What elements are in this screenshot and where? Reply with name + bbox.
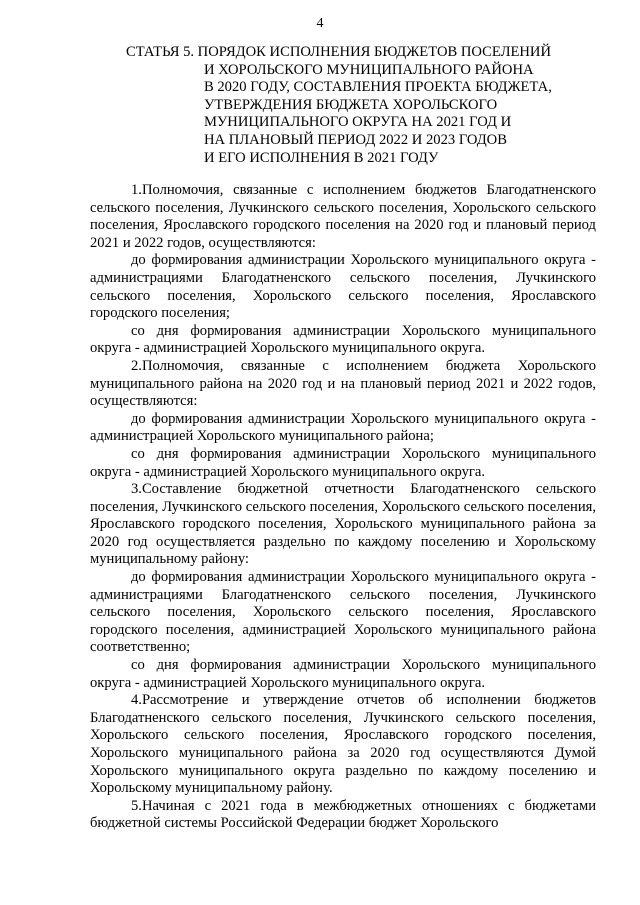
paragraph-2: 2.Полномочия, связанные с исполнением бюджета Хорольского муниципального района на 2020 год и на плановый период 2021 и 2022 годов, осуществляются: (90, 357, 596, 410)
paragraph-3: 3.Составление бюджетной отчетности Благодатненского сельского поселения, Лучкинского сельского поселения, Хорольского сельского поселения, Ярославского городского поселения, Хорольского муниципального района за 2020 год осуществляется раздельно по каждому поселению и Хорольскому муниципальному району: (90, 481, 596, 568)
heading-line: УТВЕРЖДЕНИЯ БЮДЖЕТА ХОРОЛЬСКОГО (204, 96, 498, 113)
heading-line: И ЕГО ИСПОЛНЕНИЯ В 2021 ГОДУ (204, 149, 439, 166)
heading-line: И ХОРОЛЬСКОГО МУНИЦИПАЛЬНОГО РАЙОНА (204, 61, 534, 78)
paragraph-3-item-before: до формирования администрации Хорольского муниципального округа - администрациями Благодатненского сельского поселения, Лучкинского сельского поселения, Хорольского сельского поселения, Ярославского городского поселения, администрацией Хорольского муниципального района соответственно; (90, 569, 596, 656)
article-body (90, 182, 596, 833)
paragraph-2-item-after: со дня формирования администрации Хорольского муниципального округа - администрацией Хорольского муниципального округа. (90, 445, 596, 480)
paragraph-1: 1.Полномочия, связанные с исполнением бюджетов Благодатненского сельского поселения, Лучкинского сельского поселения, Хорольского сельского поселения, Ярославского городского поселения на 2020 год и плановый период 2021 и 2022 годов, осуществляются: (90, 182, 596, 251)
paragraph-5: 5.Начиная с 2021 года в межбюджетных отношениях с бюджетами бюджетной системы Российской Федерации бюджет Хорольского (90, 797, 596, 832)
paragraph-2-item-before: до формирования администрации Хорольского муниципального округа - администрацией Хорольского муниципального района; (90, 410, 596, 445)
paragraph-1-item-before: до формирования администрации Хорольского муниципального округа - администрациями Благодатненского сельского поселения, Лучкинского сельского поселения, Хорольского сельского поселения, Ярославского городского поселения; (90, 252, 596, 322)
article-heading (126, 44, 606, 167)
heading-line: В 2020 ГОДУ, СОСТАВЛЕНИЯ ПРОЕКТА БЮДЖЕТА, (204, 79, 552, 96)
heading-line: СТАТЬЯ 5. ПОРЯДОК ИСПОЛНЕНИЯ БЮДЖЕТОВ ПОСЕЛЕНИЙ (126, 44, 552, 60)
paragraph-4: 4.Рассмотрение и утверждение отчетов об исполнении бюджетов Благодатненского сельского поселения, Лучкинского сельского поселения, Хорольского сельского поселения, Ярославского городского поселения, Хорольского муниципального района за 2020 год осуществляются Думой Хорольского муниципального округа раздельно по каждому поселению и Хорольскому муниципальному району. (90, 692, 596, 797)
paragraph-1-item-after: со дня формирования администрации Хорольского муниципального округа - администрацией Хорольского муниципального округа. (90, 322, 596, 357)
paragraph-3-item-after: со дня формирования администрации Хорольского муниципального округа - администрацией Хорольского муниципального округа. (90, 657, 596, 691)
heading-line: МУНИЦИПАЛЬНОГО ОКРУГА НА 2021 ГОД И (204, 114, 512, 131)
page-number: 4 (316, 16, 324, 31)
heading-line: НА ПЛАНОВЫЙ ПЕРИОД 2022 И 2023 ГОДОВ (204, 131, 507, 148)
